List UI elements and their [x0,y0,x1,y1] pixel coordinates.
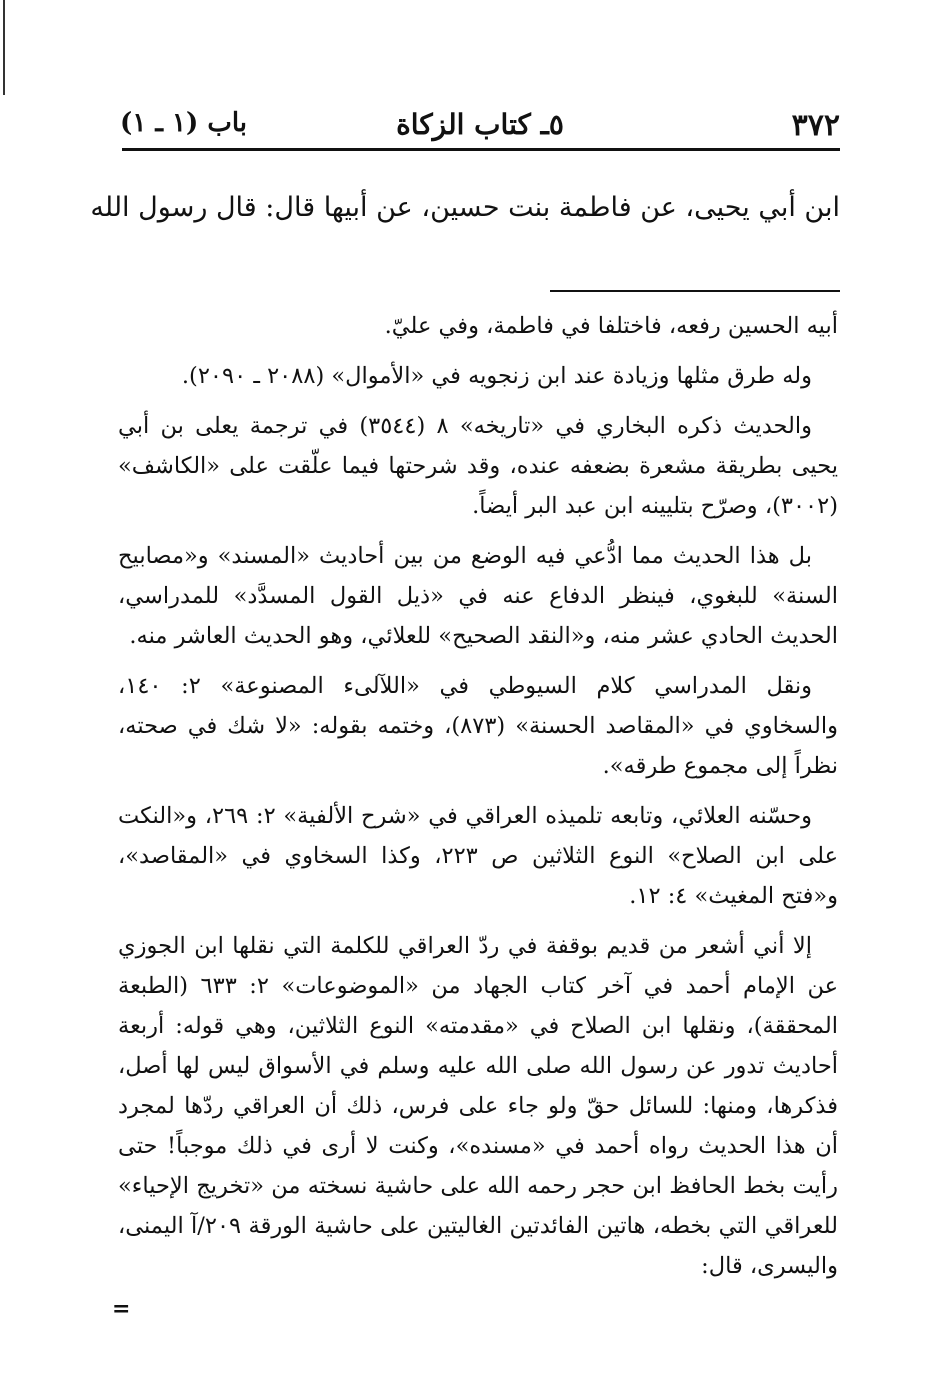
chapter-label: باب (١ ـ ١) [120,108,247,138]
footnote-paragraph: بل هذا الحديث مما ادُّعي فيه الوضع من بين أحاديث «المسند» و«مصابيح السنة» للبغوي، فينظر الدفاع عنه في «ذيل القول المسدَّد» للمدراسي، الحديث الحادي عشر منه، و«النقد الصحيح» للعلائي، وهو الحديث العاشر منه. [118,543,838,649]
book-title: ٥ـ كتاب الزكاة [396,108,564,141]
continuation-mark: = [112,1296,131,1322]
footnote-paragraph: وحسّنه العلائي، وتابعه تلميذه العراقي في «شرح الألفية» ٢: ٢٦٩، و«النكت على ابن الصلاح» النوع الثلاثين ص ٢٢٣، وكذا السخاوي في «المقاصد»، و«فتح المغيث» ٤: ١٢. [118,803,838,909]
footnote-divider [550,290,840,292]
footnote-paragraph: أبيه الحسين رفعه، فاختلفا في فاطمة، وفي عليّ. [384,313,838,339]
footnote-paragraph: إلا أني أشعر من قديم بوقفة في ردّ العراقي للكلمة التي نقلها ابن الجوزي عن الإمام أحمد في آخر كتاب الجهاد من «الموضوعات» ٢: ٦٣٣ (الطبعة المحققة)، ونقلها ابن الصلاح في «مقدمته» النوع الثلاثين، وهي قوله: أربعة أحاديث تدور عن رسول الله صلى الله عليه وسلم في الأسواق ليس لها أصل، فذكرها، ومنها: للسائل حقّ ولو جاء على فرس، ذلك أن العراقي ردّها لمجرد أن هذا الحديث رواه أحمد في «مسنده»، وكنت لا أرى في ذلك موجباً! حتى رأيت بخط الحافظ ابن حجر رحمه الله على حاشية نسخته من «تخريج الإحياء» للعراقي التي بخطه، هاتين الفائدتين الغاليتين على حاشية الورقة ٢٠٩/آ اليمنى، واليسرى، قال: [118,933,839,1279]
footnote-paragraph: وله طرق مثلها وزيادة عند ابن زنجويه في «الأموال» (٢٠٨٨ ـ ٢٠٩٠). [181,363,812,389]
footnote-paragraph: ونقل المدراسي كلام السيوطي في «اللآلىء المصنوعة» ٢: ١٤٠، والسخاوي في «المقاصد الحسنة» (٨٧٣)، وختمه بقوله: «لا شك في صحته، نظراً إلى مجموع طرقه». [118,673,838,779]
footnote-paragraph: والحديث ذكره البخاري في «تاريخه» ٨ (٣٥٤٤) في ترجمة يعلى بن أبي يحيى بطريقة مشعرة بضعفه عنده، وقد شرحتها فيما علّقت على «الكاشف» (٣٠٠٢)، وصرّح بتليينه ابن عبد البر أيضاً. [118,413,838,519]
footnotes [118,306,838,1296]
main-text: ابن أبي يحيى، عن فاطمة بنت حسين، عن أبيها قال: قال رسول الله [90,192,840,223]
page-header [120,104,840,148]
page-number: ٣٧٢ [791,108,840,143]
page-edge-line [3,0,5,95]
header-divider [122,148,840,151]
